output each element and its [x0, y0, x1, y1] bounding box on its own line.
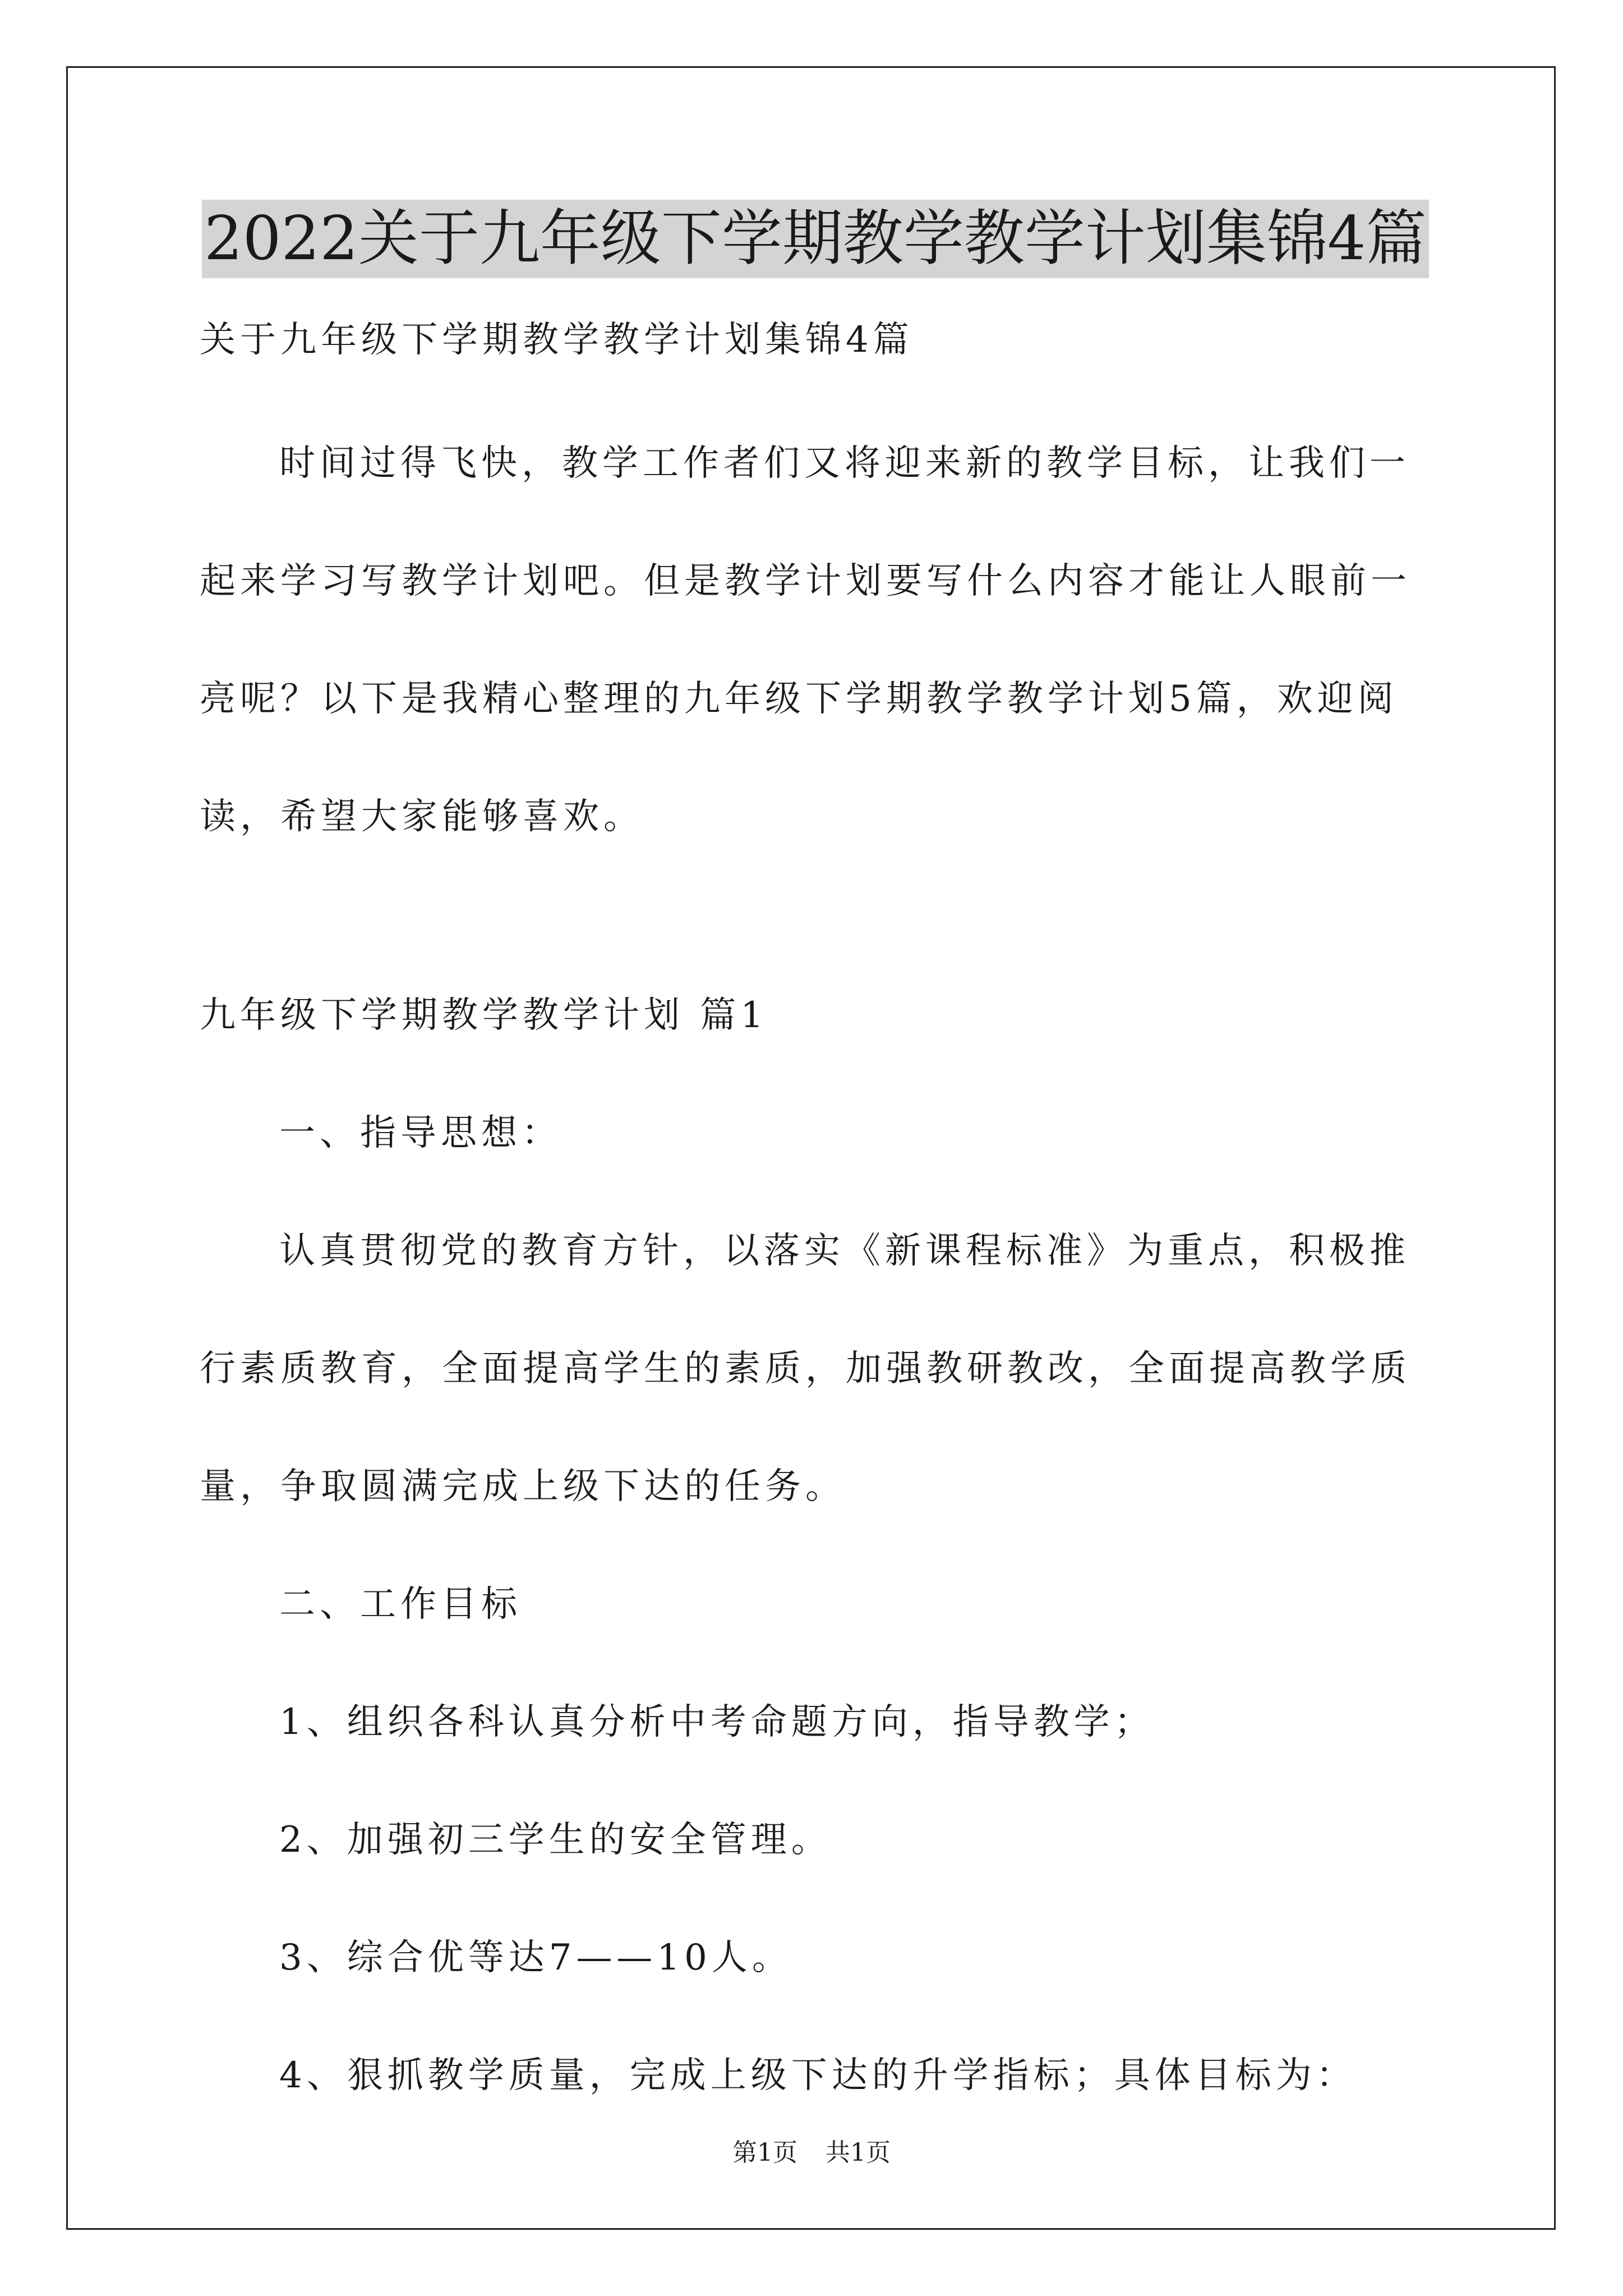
paragraph-line-3: 量，争取圆满完成上级下达的任务。 — [200, 1466, 846, 1507]
intro-line-2: 起来学习写教学计划吧。但是教学计划要写什么内容才能让人眼前一 — [200, 560, 1411, 602]
goal-item-4: 4、狠抓教学质量，完成上级下达的升学指标；具体目标为： — [279, 2055, 1357, 2096]
heading-work-goals: 二、工作目标 — [279, 1584, 522, 1625]
intro-line-1: 时间过得飞快，教学工作者们又将迎来新的教学目标，让我们一 — [279, 443, 1410, 484]
document-title: 2022关于九年级下学期教学教学计划集锦4篇 — [202, 200, 1429, 278]
section-title: 九年级下学期教学教学计划 篇1 — [200, 995, 768, 1036]
document-subtitle: 关于九年级下学期教学教学计划集锦4篇 — [200, 319, 914, 361]
goal-item-3: 3、综合优等达7——10人。 — [279, 1937, 792, 1978]
paragraph-line-1: 认真贯彻党的教育方针，以落实《新课程标准》为重点，积极推 — [279, 1230, 1410, 1272]
paragraph-line-2: 行素质教育，全面提高学生的素质，加强教研教改，全面提高教学质 — [200, 1348, 1411, 1389]
page-total: 共1页 — [826, 2138, 891, 2167]
heading-guiding-thought: 一、指导思想： — [279, 1112, 562, 1154]
intro-line-3: 亮呢？以下是我精心整理的九年级下学期教学教学计划5篇，欢迎阅 — [200, 678, 1398, 720]
goal-item-1: 1、组织各科认真分析中考命题方向，指导教学； — [279, 1701, 1155, 1743]
page-number: 第1页 — [732, 2138, 797, 2167]
page-footer — [0, 2136, 1623, 2170]
goal-item-2: 2、加强初三学生的安全管理。 — [279, 1819, 832, 1861]
intro-line-4: 读，希望大家能够喜欢。 — [200, 796, 644, 838]
